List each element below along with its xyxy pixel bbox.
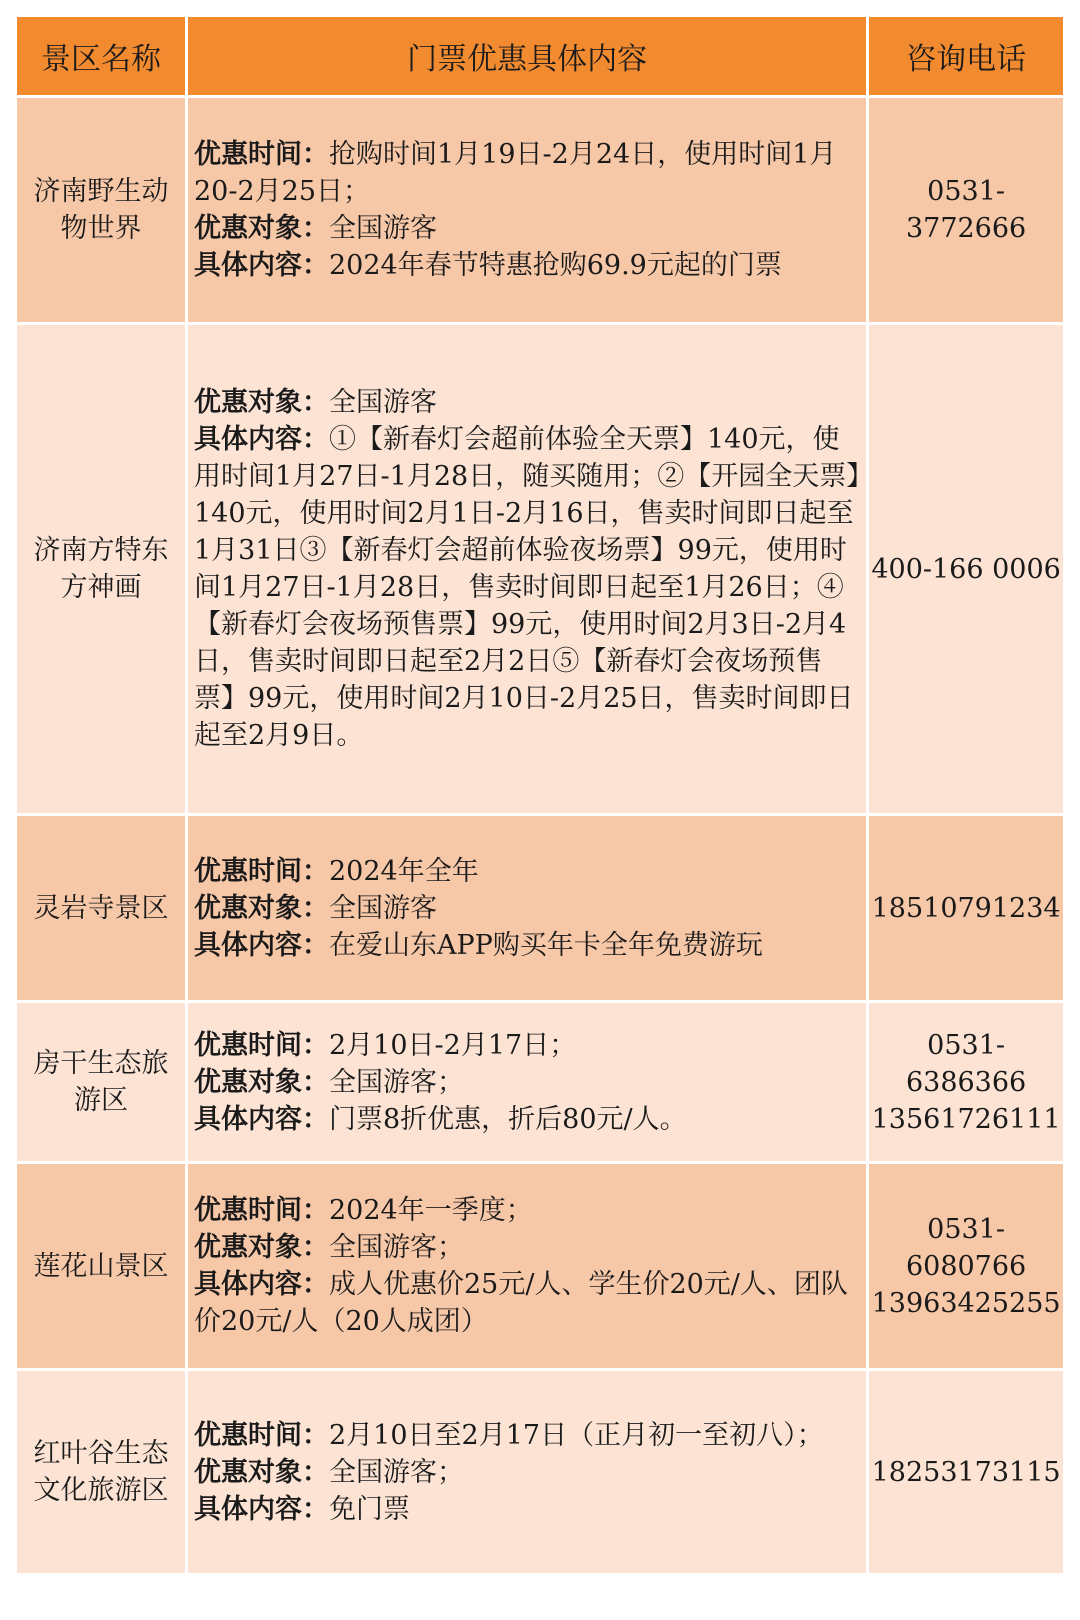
offer-label: 优惠时间： <box>194 1029 329 1061</box>
offer-label: 优惠对象： <box>194 1066 329 1098</box>
offer-line <box>194 384 860 421</box>
header-content: 门票优惠具体内容 <box>188 17 866 95</box>
phone-number: 0531-6386366 <box>905 1029 1027 1098</box>
offer-label: 优惠对象： <box>194 1456 329 1488</box>
offer-line <box>194 1454 860 1491</box>
header-phone: 咨询电话 <box>869 17 1063 95</box>
offer-text: 成人优惠价25元/人、学生价20元/人、团队价20元/人（20人成团） <box>194 1269 848 1337</box>
offer-line <box>194 1266 860 1340</box>
phone-number: 0531-6080766 <box>905 1213 1027 1282</box>
offer-line <box>194 247 860 284</box>
offer-text: 全国游客； <box>329 1456 464 1488</box>
scenic-area-name: 莲花山景区 <box>17 1164 185 1368</box>
offer-label: 具体内容： <box>194 424 329 455</box>
offer-text: 在爱山东APP购买年卡全年免费游玩 <box>329 929 763 961</box>
offer-line <box>194 1192 860 1229</box>
offer-text: 2024年一季度； <box>329 1195 533 1226</box>
promo-table <box>14 14 1066 1576</box>
offer-text: 门票8折优惠，折后80元/人。 <box>329 1103 687 1135</box>
scenic-area-name: 房干生态旅游区 <box>17 1003 185 1161</box>
offer-text: 全国游客 <box>329 387 437 418</box>
offer-text: 全国游客； <box>329 1232 464 1263</box>
header-name: 景区名称 <box>17 17 185 95</box>
offer-text: 全国游客 <box>329 213 437 244</box>
offer-text: 抢购时间1月19日-2月24日，使用时间1月20-2月25日； <box>194 139 837 207</box>
offer-text: 2024年春节特惠抢购69.9元起的门票 <box>329 250 782 281</box>
phone-number: 18510791234 <box>871 892 1061 924</box>
scenic-area-name: 红叶谷生态文化旅游区 <box>17 1371 185 1573</box>
phone-number: 13561726111 <box>871 1103 1061 1135</box>
offer-label: 优惠时间： <box>194 1195 329 1226</box>
offer-label: 具体内容： <box>194 929 329 961</box>
consult-phone <box>869 325 1063 813</box>
offer-label: 优惠对象： <box>194 1232 329 1263</box>
offer-line <box>194 1491 860 1528</box>
offer-line <box>194 1417 860 1454</box>
offer-label: 优惠对象： <box>194 387 329 418</box>
offer-label: 优惠时间： <box>194 855 329 887</box>
offer-line <box>194 1101 860 1138</box>
table-row <box>17 1003 1063 1161</box>
offer-text: ①【新春灯会超前体验全天票】140元，使用时间1月27日-1月28日，随买随用；②【开园全天票】140元，使用时间2月1日-2月16日，售卖时间即日起至1月31日③【新春灯会超前体验夜场票】99元，使用时间1月27日-1月28日，售卖时间即日起至1月26日；④【新春灯会夜场预售票】99元，使用时间2月3日-2月4日，售卖时间即日起至2月2日⑤【新春灯会夜场预售票】99元，使用时间2月10日-2月25日，售卖时间即日起至2月9日。 <box>194 424 860 751</box>
table-row <box>17 1371 1063 1573</box>
offer-label: 具体内容： <box>194 1103 329 1135</box>
offer-line <box>194 927 860 964</box>
consult-phone <box>869 816 1063 1000</box>
offer-line <box>194 1064 860 1101</box>
phone-number: 13963425255 <box>871 1287 1061 1319</box>
offer-details <box>188 1164 866 1368</box>
offer-label: 优惠对象： <box>194 213 329 244</box>
offer-line <box>194 853 860 890</box>
table-row <box>17 325 1063 813</box>
table-row <box>17 98 1063 322</box>
offer-text: 全国游客； <box>329 1066 464 1098</box>
header-row <box>17 17 1063 95</box>
offer-label: 优惠时间： <box>194 139 329 170</box>
offer-details <box>188 1371 866 1573</box>
offer-label: 具体内容： <box>194 250 329 281</box>
phone-number: 18253173115 <box>871 1456 1061 1488</box>
offer-text: 2月10日至2月17日（正月初一至初八）； <box>329 1419 824 1451</box>
offer-label: 优惠对象： <box>194 892 329 924</box>
table-row <box>17 1164 1063 1368</box>
offer-details <box>188 816 866 1000</box>
offer-details <box>188 1003 866 1161</box>
offer-line <box>194 421 860 754</box>
offer-line <box>194 890 860 927</box>
offer-text: 全国游客 <box>329 892 437 924</box>
offer-label: 具体内容： <box>194 1269 329 1300</box>
offer-text: 免门票 <box>329 1493 410 1525</box>
consult-phone <box>869 1371 1063 1573</box>
consult-phone <box>869 98 1063 322</box>
offer-label: 具体内容： <box>194 1493 329 1525</box>
phone-number: 0531-3772666 <box>905 176 1027 244</box>
offer-details <box>188 325 866 813</box>
scenic-area-name: 济南方特东方神画 <box>17 325 185 813</box>
offer-line <box>194 1027 860 1064</box>
offer-line <box>194 210 860 247</box>
phone-number: 400-166 0006 <box>871 553 1061 585</box>
table-row <box>17 816 1063 1000</box>
consult-phone <box>869 1164 1063 1368</box>
consult-phone <box>869 1003 1063 1161</box>
offer-label: 优惠时间： <box>194 1419 329 1451</box>
scenic-area-name: 济南野生动物世界 <box>17 98 185 322</box>
offer-line <box>194 136 860 210</box>
offer-text: 2024年全年 <box>329 855 479 887</box>
offer-details <box>188 98 866 322</box>
scenic-area-name: 灵岩寺景区 <box>17 816 185 1000</box>
offer-text: 2月10日-2月17日； <box>329 1029 577 1061</box>
offer-line <box>194 1229 860 1266</box>
